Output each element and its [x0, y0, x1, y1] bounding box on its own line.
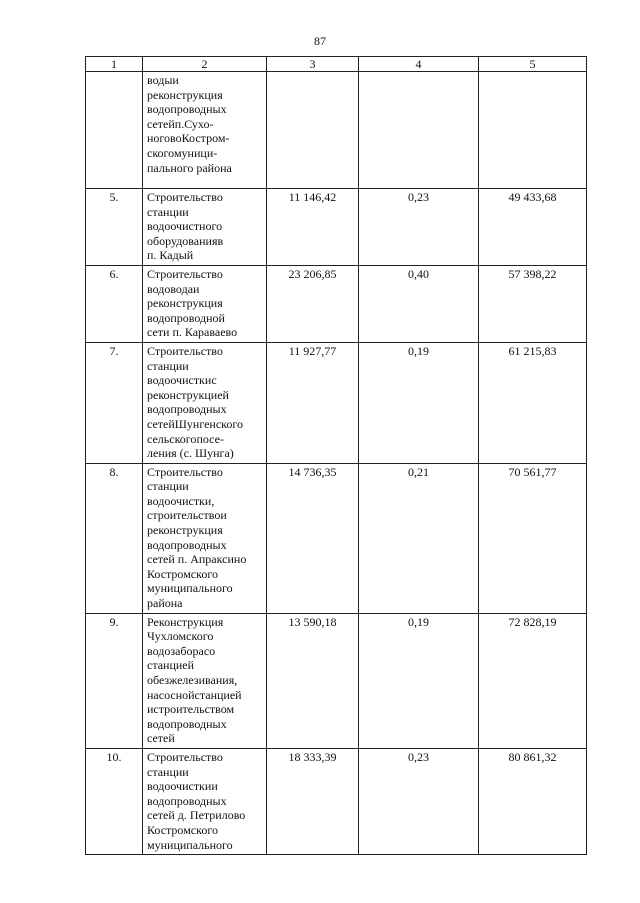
- object-name-line: Реконструкция: [147, 614, 224, 629]
- object-name-line: оборудованияв: [147, 233, 224, 248]
- column-header: 2: [143, 57, 267, 72]
- value-cell-v4: 0,23: [359, 189, 479, 266]
- row-number-cell: 6.: [86, 265, 143, 342]
- object-name-line: муниципального: [147, 581, 233, 596]
- object-name-cell: [143, 72, 267, 189]
- table-row: [86, 748, 587, 854]
- object-name-line: станции: [147, 764, 189, 779]
- object-name-line: станции: [147, 479, 189, 494]
- object-name-cell: [143, 265, 267, 342]
- object-name-line: водопроводных: [147, 102, 227, 117]
- object-name-line: истроительством: [147, 702, 235, 717]
- row-number-cell: 5.: [86, 189, 143, 266]
- value-cell-v4: 0,19: [359, 613, 479, 748]
- value-cell-v3: 11 146,42: [267, 189, 359, 266]
- object-name-cell: [143, 463, 267, 613]
- object-name-line: реконструкция: [147, 87, 223, 102]
- object-name-line: реконструкция: [147, 296, 223, 311]
- value-cell-v3: [267, 72, 359, 189]
- object-name-line: района: [147, 596, 183, 611]
- value-cell-v4: 0,40: [359, 265, 479, 342]
- value-cell-v3: 23 206,85: [267, 265, 359, 342]
- object-name-line: Строительство: [147, 464, 223, 479]
- object-name-line: сетейп.Сухо-: [147, 116, 214, 131]
- object-name-line: скогомуници-: [147, 145, 218, 160]
- value-cell-v4: 0,19: [359, 342, 479, 463]
- object-name-line: станцией: [147, 658, 195, 673]
- value-cell-v4: 0,21: [359, 463, 479, 613]
- object-name-line: водозаборасо: [147, 643, 216, 658]
- object-name-line: водопроводных: [147, 537, 227, 552]
- value-cell-v5: 70 561,77: [479, 463, 587, 613]
- object-name-line: Строительство: [147, 749, 223, 764]
- value-cell-v5: 80 861,32: [479, 748, 587, 854]
- object-name-line: пального района: [147, 160, 232, 175]
- value-cell-v5: 61 215,83: [479, 342, 587, 463]
- object-name-line: станции: [147, 358, 189, 373]
- value-cell-v3: 13 590,18: [267, 613, 359, 748]
- column-header: 3: [267, 57, 359, 72]
- value-cell-v4: [359, 72, 479, 189]
- table-row: [86, 342, 587, 463]
- object-name-line: Чухломского: [147, 629, 214, 644]
- value-cell-v3: 11 927,77: [267, 342, 359, 463]
- row-number-cell: 10.: [86, 748, 143, 854]
- object-name-line: водоочистки,: [147, 493, 215, 508]
- header-row: [86, 57, 587, 72]
- value-cell-v3: 18 333,39: [267, 748, 359, 854]
- value-cell-v5: 72 828,19: [479, 613, 587, 748]
- object-name-line: водопроводных: [147, 402, 227, 417]
- object-name-line: п. Кадый: [147, 248, 194, 263]
- object-name-cell: [143, 342, 267, 463]
- object-name-line: водоводаи: [147, 281, 200, 296]
- object-name-line: муниципального: [147, 837, 233, 852]
- table-row: [86, 463, 587, 613]
- object-name-line: водоочисткии: [147, 779, 218, 794]
- object-name-line: сетейШунгенского: [147, 416, 244, 431]
- object-name-line: реконструкция: [147, 523, 223, 538]
- object-name-line: водопроводной: [147, 310, 225, 325]
- object-name-line: реконструкцией: [147, 387, 229, 402]
- column-header: 5: [479, 57, 587, 72]
- object-name-line: строительствои: [147, 508, 227, 523]
- object-name-line: сетей д. Петрилово: [147, 808, 246, 823]
- value-cell-v5: 49 433,68: [479, 189, 587, 266]
- object-name-line: водоочисткис: [147, 373, 217, 388]
- data-table: [85, 56, 587, 855]
- object-name-line: сети п. Караваево: [147, 325, 238, 340]
- object-name-cell: [143, 613, 267, 748]
- object-name-line: водопроводных: [147, 716, 227, 731]
- object-name-line: сетей: [147, 731, 175, 746]
- row-number-cell: [86, 72, 143, 189]
- object-name-line: сельскогопосе-: [147, 431, 224, 446]
- table-row: [86, 613, 587, 748]
- table-body: [86, 72, 587, 855]
- object-name-cell: [143, 189, 267, 266]
- object-name-line: ноговоКостром-: [147, 131, 230, 146]
- column-header: 1: [86, 57, 143, 72]
- object-name-line: насоснойстанцией: [147, 687, 242, 702]
- value-cell-v4: 0,23: [359, 748, 479, 854]
- object-name-line: сетей п. Апраксино: [147, 552, 247, 567]
- value-cell-v3: 14 736,35: [267, 463, 359, 613]
- object-name-line: Строительство: [147, 190, 223, 204]
- object-name-line: Костромского: [147, 566, 218, 581]
- object-name-line: водоочистного: [147, 219, 223, 234]
- object-name-line: водыи: [147, 73, 179, 87]
- object-name-line: Строительство: [147, 343, 223, 358]
- table-row: [86, 72, 587, 189]
- page-number: 87: [314, 34, 326, 48]
- value-cell-v5: [479, 72, 587, 189]
- row-number-cell: 9.: [86, 613, 143, 748]
- row-number-cell: 8.: [86, 463, 143, 613]
- object-name-line: станции: [147, 204, 189, 219]
- table-row: [86, 265, 587, 342]
- object-name-cell: [143, 748, 267, 854]
- table-row: [86, 189, 587, 266]
- object-name-line: водопроводных: [147, 793, 227, 808]
- column-header: 4: [359, 57, 479, 72]
- row-number-cell: 7.: [86, 342, 143, 463]
- object-name-line: обезжелезивания,: [147, 673, 238, 687]
- value-cell-v5: 57 398,22: [479, 265, 587, 342]
- object-name-line: ления (с. Шунга): [147, 446, 234, 461]
- object-name-line: Костромского: [147, 822, 218, 837]
- object-name-line: Строительство: [147, 266, 223, 281]
